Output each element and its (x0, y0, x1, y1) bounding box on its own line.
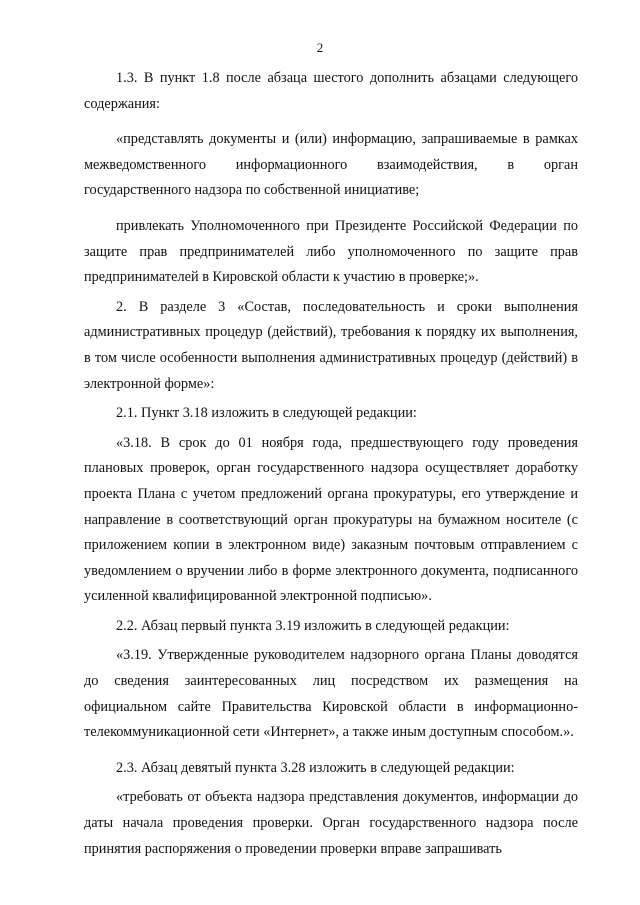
paragraph-3-19: «3.19. Утвержденные руководителем надзорного органа Планы доводятся до сведения заинтересованных лиц посредством их размещения на официальном сайте Правительства Кировской области в информационно-телекоммуникационной сети «Интернет», а также иным доступным способом.». (84, 647, 578, 741)
paragraph-2-3: 2.3. Абзац девятый пункта 3.28 изложить в следующей редакции: (116, 759, 515, 776)
paragraph-quote-present-documents: «представлять документы и (или) информацию, запрашиваемые в рамках межведомственного информационного взаимодействия, в орган государственного надзора по собственной инициативе; (84, 131, 578, 199)
paragraph-require-documents: «требовать от объекта надзора представления документов, информации до даты начала проведения проверки. Орган государственного надзора после принятия распоряжения о проведении проверки вправе запрашивать (84, 789, 578, 857)
document-body (84, 66, 578, 866)
paragraph-involve-ombudsman: привлекать Уполномоченного при Президенте Российской Федерации по защите прав предпринимателей либо уполномоченного по защите прав предпринимателей в Кировской области к участию в проверке;». (84, 217, 578, 286)
paragraph-2-1: 2.1. Пункт 3.18 изложить в следующей редакции: (116, 405, 417, 422)
page-number: 2 (316, 40, 324, 55)
paragraph-3-18: «3.18. В срок до 01 ноября года, предшествующего году проведения плановых проверок, орган государственного надзора осуществляет доработку проекта Плана с учетом предложений органа прокуратуры, его утверждение и направление в соответствующий орган прокуратуры на бумажном носителе (с приложением копии в электронном виде) заказным почтовым отправлением с уведомлением о вручении либо в форме электронного документа, подписанного усиленной квалифицированной электронной подписью». (84, 434, 578, 605)
paragraph-1-3: 1.3. В пункт 1.8 после абзаца шестого дополнить абзацами следующего содержания: (84, 70, 578, 112)
paragraph-2-section-3: 2. В разделе 3 «Состав, последовательность и сроки выполнения административных процедур (действий), требования к порядку их выполнения, в том числе особенности выполнения административных процедур (действий) в электронной форме»: (84, 298, 578, 392)
paragraph-2-2: 2.2. Абзац первый пункта 3.19 изложить в следующей редакции: (116, 617, 510, 634)
